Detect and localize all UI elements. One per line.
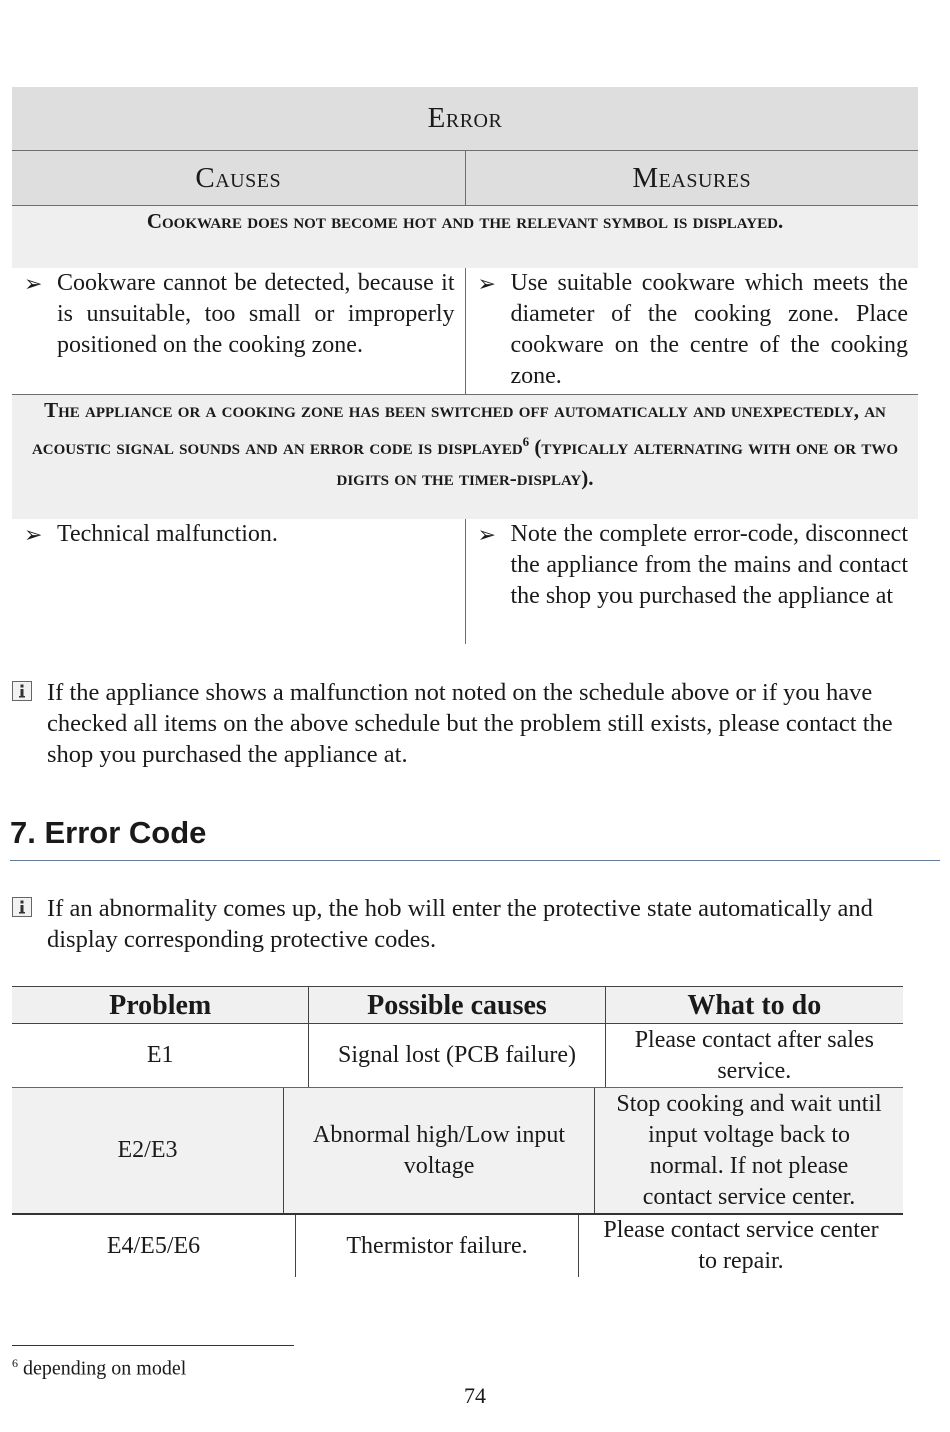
measures-header: Measures: [632, 161, 752, 194]
section-title: 7. Error Code: [10, 815, 207, 850]
info-icon: [12, 681, 32, 701]
action-cell: Please contact after sales service.: [634, 1026, 874, 1084]
page-number: 74: [464, 1383, 486, 1408]
error-table-title: Error: [12, 87, 918, 151]
info-icon: [12, 897, 32, 917]
measure-cell: [466, 519, 919, 644]
cause-cell: [12, 519, 466, 644]
error-row-cookware: [12, 268, 918, 394]
cause-cell: Signal lost (PCB failure): [309, 1024, 605, 1087]
header-what-to-do: What to do: [687, 989, 822, 1021]
arrow-bullet-icon: ➢: [24, 522, 43, 547]
section-heading-switched-off: [12, 394, 918, 519]
action-cell: Stop cooking and wait until input voltage back to normal. If not please contact service center.: [616, 1090, 882, 1210]
action-cell: Please contact service center to repair.: [603, 1217, 879, 1274]
header-problem: Problem: [12, 987, 309, 1023]
footnote-text: depending on model: [18, 1357, 187, 1380]
arrow-bullet-icon: ➢: [24, 271, 43, 296]
section-heading-cookware: Cookware does not become hot and the relevant symbol is displayed.: [12, 206, 918, 268]
error-table: [12, 87, 918, 644]
error-row-malfunction: [12, 519, 918, 644]
info-note: [12, 893, 940, 955]
info-note-text: If an abnormality comes up, the hob will enter the protective state automatically and display corresponding protective codes.: [47, 895, 873, 953]
table-row: [12, 1024, 903, 1088]
problem-cell: E2/E3: [12, 1088, 284, 1213]
header-possible-causes: Possible causes: [309, 987, 605, 1023]
info-note-text: If the appliance shows a malfunction not noted on the schedule above or if you have checked all items on the above schedule but the problem still exists, please contact the shop you purchased the appliance at.: [47, 679, 893, 768]
section-heading-part2: (typically alternating with one or two digits on the timer-display).: [336, 435, 899, 490]
footnote: [12, 1356, 186, 1381]
heading-divider: [10, 860, 940, 861]
measure-text: Use suitable cookware which meets the diameter of the cooking zone. Place cookware on the centre of the cooking zone.: [510, 270, 908, 389]
footnote-divider: [12, 1345, 294, 1346]
causes-header: Causes: [12, 151, 466, 205]
error-table-header-row: [12, 151, 918, 206]
problem-cell: E4/E5/E6: [12, 1215, 296, 1277]
problem-cell: E1: [12, 1024, 309, 1087]
error-code-table: [12, 986, 903, 1277]
cause-text: Cookware cannot be detected, because it is unsuitable, too small or improperly positioned on the cooking zone.: [57, 270, 455, 358]
arrow-bullet-icon: ➢: [477, 522, 496, 547]
cause-cell: Abnormal high/Low input voltage: [284, 1088, 595, 1213]
arrow-bullet-icon: ➢: [477, 271, 496, 296]
footnote-mark: 6: [522, 434, 530, 449]
measure-cell: [466, 268, 919, 394]
measure-text: Note the complete error-code, disconnect the appliance from the mains and contact the shop you purchased the appliance at: [510, 521, 908, 609]
cause-cell: Thermistor failure.: [296, 1215, 579, 1277]
footnote-number: 6: [12, 1356, 18, 1370]
table-row: [12, 1088, 903, 1215]
cause-cell: [12, 268, 466, 394]
info-note: [12, 677, 940, 770]
table-row: [12, 1215, 903, 1277]
code-table-header: [12, 986, 903, 1024]
cause-text: Technical malfunction.: [57, 521, 278, 547]
section-heading-part1: The appliance or a cooking zone has been switched off automatically and unexpectedly, an acoustic signal sounds and an error code is displayed: [31, 398, 886, 459]
